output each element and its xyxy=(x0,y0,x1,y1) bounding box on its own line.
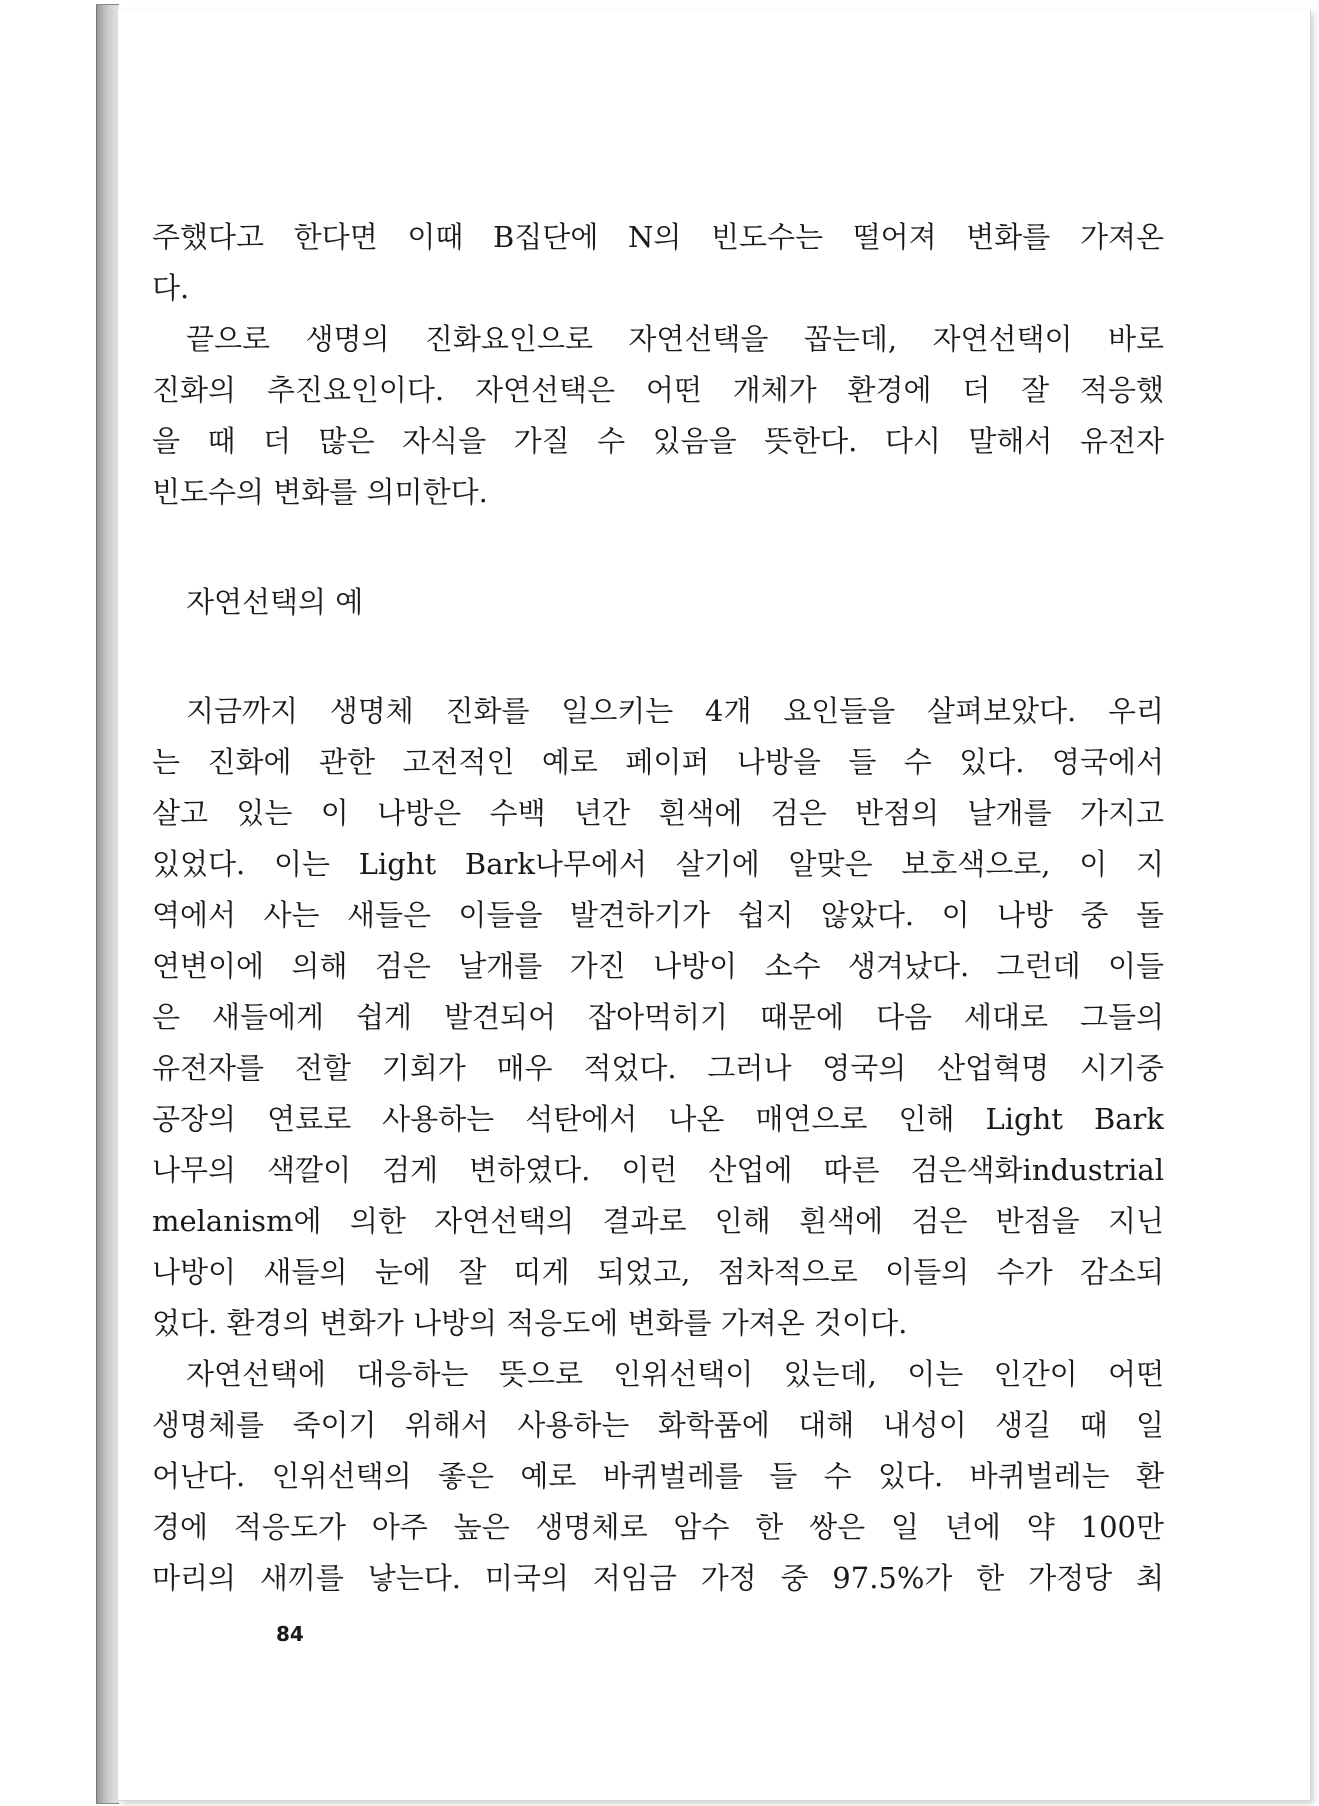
text-line: melanism에 의한 자연선택의 결과로 인해 흰색에 검은 반점을 지닌 xyxy=(152,1204,1164,1238)
text-line: 마리의 새끼를 낳는다. 미국의 저임금 가정 중 97.5%가 한 가정당 최 xyxy=(152,1561,1164,1595)
text-line: 자연선택에 대응하는 뜻으로 인위선택이 있는데, 이는 인간이 어떤 xyxy=(186,1357,1164,1391)
text-line: 생명체를 죽이기 위해서 사용하는 화학품에 대해 내성이 생길 때 일 xyxy=(152,1408,1164,1442)
text-line: 유전자를 전할 기회가 매우 적었다. 그러나 영국의 산업혁명 시기중 xyxy=(152,1051,1164,1085)
page-body xyxy=(152,212,1164,1604)
text-line: 빈도수의 변화를 의미한다. xyxy=(152,475,488,509)
section-heading: 자연선택의 예 xyxy=(186,585,364,619)
page-number: 84 xyxy=(276,1622,304,1646)
text-line: 다. xyxy=(152,271,190,305)
text-line: 어난다. 인위선택의 좋은 예로 바퀴벌레를 들 수 있다. 바퀴벌레는 환 xyxy=(152,1459,1164,1493)
text-line: 있었다. 이는 Light Bark나무에서 살기에 알맞은 보호색으로, 이 지 xyxy=(152,847,1164,881)
text-line: 었다. 환경의 변화가 나방의 적응도에 변화를 가져온 것이다. xyxy=(152,1306,908,1340)
text-line: 는 진화에 관한 고전적인 예로 페이퍼 나방을 들 수 있다. 영국에서 xyxy=(152,745,1164,779)
text-line: 진화의 추진요인이다. 자연선택은 어떤 개체가 환경에 더 잘 적응했 xyxy=(152,373,1164,407)
text-line: 역에서 사는 새들은 이들을 발견하기가 쉽지 않았다. 이 나방 중 돌 xyxy=(152,898,1164,932)
text-line: 은 새들에게 쉽게 발견되어 잡아먹히기 때문에 다음 세대로 그들의 xyxy=(152,1000,1164,1034)
text-line: 살고 있는 이 나방은 수백 년간 흰색에 검은 반점의 날개를 가지고 xyxy=(152,796,1164,830)
text-line: 지금까지 생명체 진화를 일으키는 4개 요인들을 살펴보았다. 우리 xyxy=(186,694,1164,728)
text-line: 경에 적응도가 아주 높은 생명체로 암수 한 쌍은 일 년에 약 100만 xyxy=(152,1510,1164,1544)
book-spine-edge xyxy=(96,4,119,1804)
text-line: 나무의 색깔이 검게 변하였다. 이런 산업에 따른 검은색화industrial xyxy=(152,1153,1164,1187)
text-line: 연변이에 의해 검은 날개를 가진 나방이 소수 생겨났다. 그런데 이들 xyxy=(152,949,1164,983)
text-line: 을 때 더 많은 자식을 가질 수 있음을 뜻한다. 다시 말해서 유전자 xyxy=(152,424,1164,458)
text-line: 나방이 새들의 눈에 잘 띠게 되었고, 점차적으로 이들의 수가 감소되 xyxy=(152,1255,1164,1289)
text-line: 공장의 연료로 사용하는 석탄에서 나온 매연으로 인해 Light Bark xyxy=(152,1102,1164,1136)
text-line: 끝으로 생명의 진화요인으로 자연선택을 꼽는데, 자연선택이 바로 xyxy=(186,322,1164,356)
text-line: 주했다고 한다면 이때 B집단에 N의 빈도수는 떨어져 변화를 가져온 xyxy=(152,220,1164,254)
